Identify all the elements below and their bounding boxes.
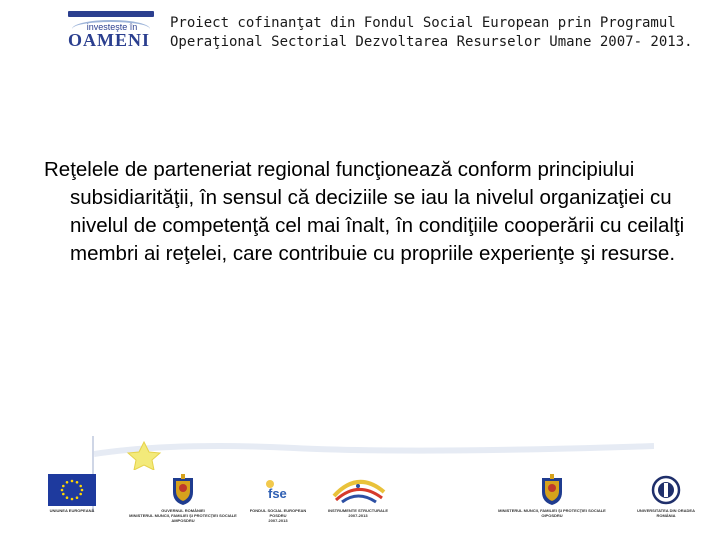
logo-subtitle: investeşte în (86, 22, 138, 32)
footer-caption: MINISTERUL MUNCII, FAMILIEI ŞI PROTECŢIEI SOCIALE OIPOSDRU (498, 508, 606, 518)
body-paragraph: Reţelele de parteneriat regional funcţionează conform principiului subsidiarităţii, în sensul că deciziile se iau la nivelul organizaţiei cu nivelul de competenţă cel mai înalt, în condiţiile cooperării cu ceilalţi membri ai reţelei, care contribuie cu propriile experienţe şi resurse. (44, 158, 685, 265)
romania-crest-icon (170, 474, 196, 506)
header-line-1: Proiect cofinanţat din Fondul Social European prin Programul (170, 15, 676, 31)
instrumente-structurale-icon (328, 474, 388, 506)
footer-logo-eu (46, 474, 98, 513)
university-seal-icon (651, 474, 681, 506)
eu-flag-icon (48, 474, 96, 506)
fse-logo-icon (258, 474, 298, 506)
footer-logo-fse (240, 474, 316, 523)
investeste-in-oameni-logo (64, 8, 160, 48)
header-line-2: Operaţional Sectorial Dezvoltarea Resurselor Umane 2007- 2013. (170, 34, 693, 50)
header-title (170, 14, 715, 52)
footer-logo-ministerul (490, 474, 614, 518)
footer-swoosh (94, 440, 654, 470)
svg-text:fse: fse (268, 486, 287, 501)
footer-logo-guvernul (118, 474, 248, 523)
footer-caption: INSTRUMENTE STRUCTURALE 2007-2013 (328, 508, 388, 518)
romania-crest-icon (539, 474, 565, 506)
logo-top-bar (68, 11, 154, 17)
footer-logo-universitate (626, 474, 706, 518)
footer-caption: UNIVERSITATEA DIN ORADEA ROMÂNIA (637, 508, 695, 518)
footer-caption: GUVERNUL ROMÂNIEI MINISTERUL MUNCII, FAMILIEI ŞI PROTECŢIEI SOCIALE AMPOSDRU (129, 508, 237, 523)
footer-caption: FONDUL SOCIAL EUROPEAN POSDRU 2007-2013 (249, 508, 307, 523)
footer-logo-instrumente (322, 474, 394, 518)
logo-main-text: OAMENI (68, 30, 150, 50)
footer-caption: UNIUNEA EUROPEANĂ (49, 508, 95, 513)
